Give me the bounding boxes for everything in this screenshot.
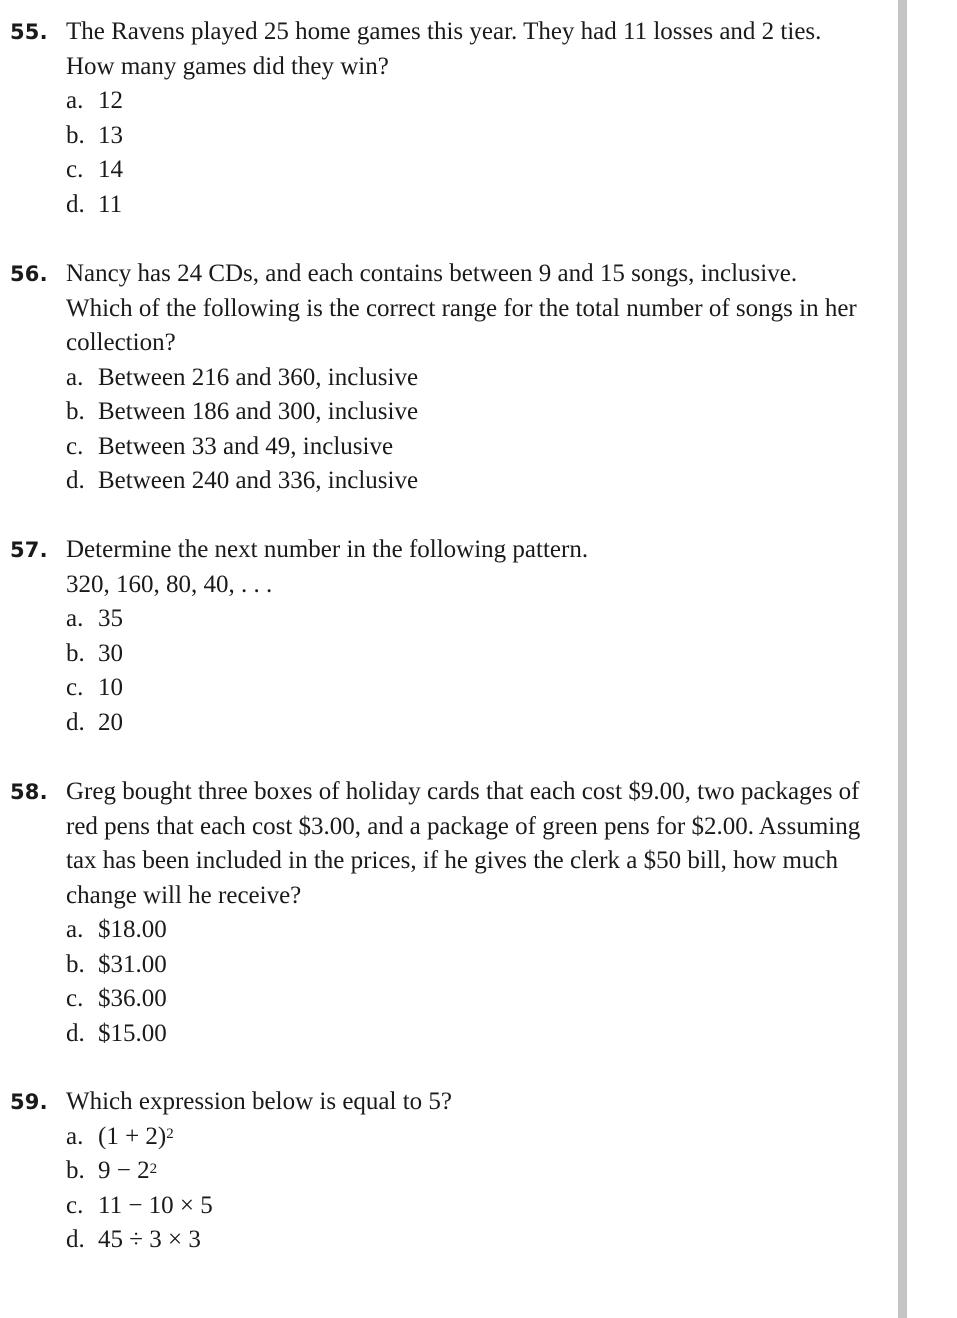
- answer-option-b[interactable]: [66, 1154, 866, 1189]
- answer-option-d[interactable]: [66, 464, 866, 499]
- option-text: $36.00: [98, 985, 167, 1012]
- answer-option-d[interactable]: [66, 188, 836, 223]
- option-text: $15.00: [98, 1019, 167, 1047]
- answer-option-b[interactable]: [66, 637, 866, 672]
- option-letter: b.: [66, 950, 85, 978]
- option-text: 10: [98, 674, 123, 701]
- option-letter: a.: [66, 363, 84, 391]
- option-text: Between 216 and 360, inclusive: [98, 363, 419, 391]
- answer-option-d[interactable]: [66, 706, 866, 741]
- option-text: Between 186 and 300, inclusive: [98, 398, 419, 425]
- answer-option-a[interactable]: [66, 84, 836, 119]
- option-text: 13: [98, 121, 123, 149]
- question-number: 57.: [10, 538, 48, 562]
- answer-option-d[interactable]: [66, 1223, 866, 1258]
- answer-option-c[interactable]: [66, 1189, 866, 1224]
- answer-option-a[interactable]: [66, 361, 866, 396]
- option-letter: b.: [66, 639, 85, 667]
- option-letter: b.: [66, 121, 85, 149]
- option-letter: b.: [66, 1157, 85, 1184]
- question-stem: Determine the next number in the following pattern.: [66, 536, 589, 563]
- question-number: 58.: [10, 780, 48, 804]
- expression-base: (1 + 2): [98, 1122, 167, 1150]
- option-letter: d.: [66, 190, 85, 218]
- option-text: 45 ÷ 3 × 3: [98, 1226, 201, 1253]
- option-letter: d.: [66, 467, 85, 494]
- option-text: 12: [98, 87, 123, 114]
- question-body: [66, 533, 866, 740]
- question-number: 56.: [10, 262, 48, 286]
- option-text: 20: [98, 708, 123, 736]
- option-text: 35: [98, 605, 123, 632]
- option-text: $31.00: [98, 950, 167, 978]
- answer-option-c[interactable]: [66, 430, 866, 465]
- answer-option-c[interactable]: [66, 982, 862, 1017]
- option-text: 30: [98, 639, 123, 667]
- option-letter: c.: [66, 985, 84, 1012]
- option-letter: c.: [66, 156, 84, 183]
- option-letter: c.: [66, 1191, 84, 1219]
- question-body: [66, 15, 836, 222]
- page-edge-rule: [898, 0, 907, 1318]
- answer-option-a[interactable]: [66, 602, 866, 637]
- question-stem: The Ravens played 25 home games this year. They had 11 losses and 2 ties. How many games did they win?: [66, 18, 822, 80]
- exponent: 2: [149, 1160, 158, 1177]
- option-letter: d.: [66, 1226, 85, 1253]
- question-number: 59.: [10, 1090, 48, 1114]
- question-number: 55.: [10, 20, 48, 44]
- answer-option-b[interactable]: [66, 119, 836, 154]
- option-text: 11 − 10 × 5: [98, 1191, 213, 1219]
- answer-option-d[interactable]: [66, 1017, 862, 1052]
- number-sequence: 320, 160, 80, 40, . . .: [66, 570, 273, 598]
- question-body: [66, 1085, 866, 1258]
- question-stem: Greg bought three boxes of holiday cards that each cost $9.00, two packages of red pens that each cost $3.00, and a package of green pens for $2.00. Assuming tax has been included in the prices, if he gives the clerk a $50 bill, how much change will he receive?: [66, 778, 861, 909]
- question-stem: Which expression below is equal to 5?: [66, 1088, 453, 1115]
- option-letter: c.: [66, 432, 84, 460]
- option-letter: d.: [66, 1019, 85, 1047]
- option-letter: a.: [66, 605, 84, 632]
- answer-option-a[interactable]: [66, 913, 862, 948]
- expression-base: 9 − 2: [98, 1157, 150, 1184]
- answer-option-c[interactable]: [66, 153, 836, 188]
- answer-option-b[interactable]: [66, 395, 866, 430]
- option-text: 14: [98, 156, 123, 183]
- option-text: $18.00: [98, 916, 167, 943]
- option-letter: a.: [66, 87, 84, 114]
- question-body: [66, 775, 862, 1051]
- option-letter: c.: [66, 674, 84, 701]
- option-text: Between 240 and 336, inclusive: [98, 467, 419, 494]
- option-letter: b.: [66, 398, 85, 425]
- option-expression: [98, 1120, 174, 1155]
- answer-option-c[interactable]: [66, 671, 866, 706]
- option-text: Between 33 and 49, inclusive: [98, 432, 394, 460]
- answer-option-a[interactable]: [66, 1120, 866, 1155]
- question-body: [66, 257, 866, 499]
- option-letter: a.: [66, 1122, 84, 1150]
- question-stem: Nancy has 24 CDs, and each contains between 9 and 15 songs, inclusive. Which of the following is the correct range for the total number of songs in her collection?: [66, 260, 857, 356]
- exponent: 2: [166, 1126, 174, 1143]
- option-text: 11: [98, 190, 123, 218]
- answer-option-b[interactable]: [66, 948, 862, 983]
- option-letter: a.: [66, 916, 84, 943]
- option-letter: d.: [66, 708, 85, 736]
- option-expression: [98, 1154, 157, 1189]
